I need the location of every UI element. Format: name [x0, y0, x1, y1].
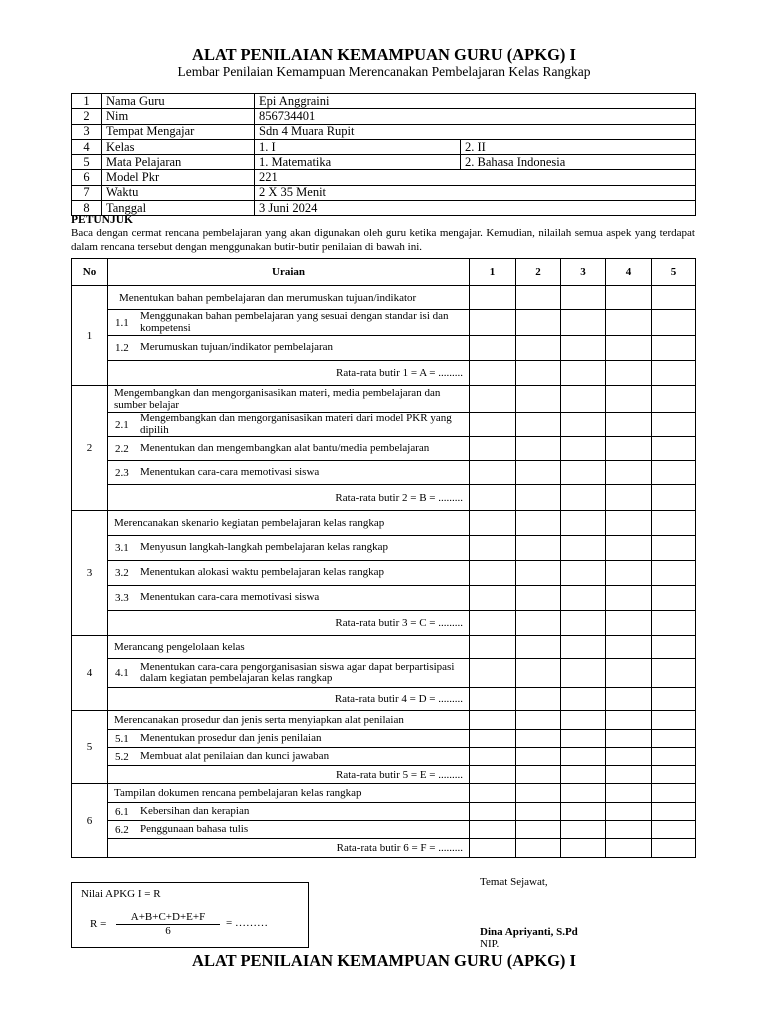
score-cell[interactable]: [516, 485, 561, 511]
info-no: 4: [72, 139, 102, 154]
formula-denominator: 6: [165, 925, 171, 937]
score-cell[interactable]: [470, 730, 516, 748]
score-cell[interactable]: [606, 561, 652, 586]
info-row: [72, 185, 696, 200]
score-cell[interactable]: [561, 730, 606, 748]
petunjuk-heading: PETUNJUK: [71, 214, 133, 226]
score-cell[interactable]: [652, 688, 696, 711]
item: [108, 443, 469, 455]
score-cell[interactable]: [561, 711, 606, 730]
item-row: [72, 561, 696, 586]
rata-row: [72, 485, 696, 511]
item-cell: [108, 461, 470, 485]
score-cell[interactable]: [652, 413, 696, 437]
item-row: [72, 336, 696, 361]
info-value: Sdn 4 Muara Rupit: [255, 124, 696, 139]
score-cell[interactable]: [652, 636, 696, 659]
score-cell[interactable]: [606, 461, 652, 485]
score-cell[interactable]: [606, 485, 652, 511]
score-cell[interactable]: [652, 386, 696, 413]
score-cell[interactable]: [470, 659, 516, 688]
info-value: 856734401: [255, 109, 696, 124]
item: [108, 311, 469, 334]
group-number: 4: [72, 636, 108, 711]
score-cell[interactable]: [561, 766, 606, 784]
item: [108, 662, 469, 685]
score-cell[interactable]: [516, 711, 561, 730]
score-cell[interactable]: [516, 784, 561, 803]
info-label: Waktu: [102, 185, 255, 200]
group-heading: Merancang pengelolaan kelas: [108, 636, 470, 659]
item-row: [72, 748, 696, 766]
score-cell[interactable]: [516, 286, 561, 310]
item-row: [72, 437, 696, 461]
item-cell: [108, 730, 470, 748]
item-cell: [108, 561, 470, 586]
score-cell[interactable]: [561, 561, 606, 586]
rata-row: [72, 839, 696, 858]
info-value-2: 2. Bahasa Indonesia: [461, 155, 696, 170]
item-number: 3.3: [115, 592, 129, 604]
group-header-row: [72, 386, 696, 413]
score-cell[interactable]: [470, 485, 516, 511]
score-cell[interactable]: [561, 611, 606, 636]
score-cell[interactable]: [606, 611, 652, 636]
item-text: Mengembangkan dan mengorganisasikan materi dari model PKR yang dipilih: [140, 412, 452, 436]
header-score-2: 2: [516, 259, 561, 286]
signature-name: Dina Apriyanti, S.Pd: [480, 926, 578, 938]
info-row: [72, 109, 696, 124]
score-cell[interactable]: [561, 286, 606, 310]
info-no: 1: [72, 94, 102, 109]
info-value: 2 X 35 Menit: [255, 185, 696, 200]
score-cell[interactable]: [470, 711, 516, 730]
score-cell[interactable]: [470, 361, 516, 386]
score-cell[interactable]: [606, 586, 652, 611]
score-cell[interactable]: [652, 803, 696, 821]
item-number: 5.2: [115, 750, 129, 763]
score-cell[interactable]: [561, 536, 606, 561]
score-cell[interactable]: [470, 536, 516, 561]
score-cell[interactable]: [606, 803, 652, 821]
item-number: 2.1: [115, 418, 129, 431]
score-cell[interactable]: [652, 611, 696, 636]
item-cell: [108, 310, 470, 336]
score-cell[interactable]: [470, 310, 516, 336]
item-text: Menentukan alokasi waktu pembelajaran kelas rangkap: [140, 566, 385, 579]
group-header-row: [72, 636, 696, 659]
item: [108, 751, 469, 763]
group-heading: Tampilan dokumen rencana pembelajaran kelas rangkap: [108, 784, 470, 803]
item-text: Menentukan dan mengembangkan alat bantu/media pembelajaran: [140, 441, 430, 454]
info-label: Kelas: [102, 139, 255, 154]
group-header-row: [72, 784, 696, 803]
score-cell[interactable]: [470, 748, 516, 766]
group-number: 3: [72, 511, 108, 636]
item-number: 2.2: [115, 442, 129, 455]
item-row: [72, 659, 696, 688]
table-header-row: [72, 259, 696, 286]
score-cell[interactable]: [606, 711, 652, 730]
item-cell: [108, 821, 470, 839]
signature-greeting: Temat Sejawat,: [480, 876, 548, 888]
identity-table: [71, 93, 696, 216]
group-heading: Merencanakan skenario kegiatan pembelajaran kelas rangkap: [108, 511, 470, 536]
score-cell[interactable]: [470, 286, 516, 310]
header-score-1: 1: [470, 259, 516, 286]
score-cell[interactable]: [606, 748, 652, 766]
item-row: [72, 310, 696, 336]
score-cell[interactable]: [516, 659, 561, 688]
info-label: Nama Guru: [102, 94, 255, 109]
score-cell[interactable]: [516, 748, 561, 766]
rata-row: [72, 611, 696, 636]
group-heading: Menentukan bahan pembelajaran dan merumuskan tujuan/indikator: [108, 286, 470, 310]
score-cell[interactable]: [470, 511, 516, 536]
item-row: [72, 413, 696, 437]
score-cell[interactable]: [652, 839, 696, 858]
item-row: [72, 730, 696, 748]
score-cell[interactable]: [516, 361, 561, 386]
score-cell[interactable]: [470, 586, 516, 611]
score-cell[interactable]: [516, 730, 561, 748]
score-cell[interactable]: [561, 688, 606, 711]
item: [108, 592, 469, 604]
score-cell[interactable]: [652, 511, 696, 536]
group-header-row: [72, 711, 696, 730]
group-heading: Mengembangkan dan mengorganisasikan materi, media pembelajaran dan sumber belajar: [108, 386, 470, 413]
score-cell[interactable]: [652, 536, 696, 561]
score-cell[interactable]: [516, 536, 561, 561]
rata-rata-label: Rata-rata butir 4 = D = .........: [108, 688, 470, 711]
score-cell[interactable]: [606, 730, 652, 748]
group-heading: Merencanakan prosedur dan jenis serta menyiapkan alat penilaian: [108, 711, 470, 730]
rata-row: [72, 361, 696, 386]
score-cell[interactable]: [606, 386, 652, 413]
score-cell[interactable]: [470, 821, 516, 839]
item-number: 2.3: [115, 466, 129, 479]
score-cell[interactable]: [516, 386, 561, 413]
item-text: Menggunakan bahan pembelajaran yang sesuai dengan standar isi dan kompetensi: [140, 310, 449, 334]
score-cell[interactable]: [470, 784, 516, 803]
score-cell[interactable]: [606, 286, 652, 310]
assessment-table: [71, 258, 696, 858]
item: [108, 413, 469, 436]
petunjuk-text: Baca dengan cermat rencana pembelajaran yang akan digunakan oleh guru ketika mengajar. Kemudian, nilailah semua aspek yang terdapat dalam rencana tersebut dengan menggunakan butir-butir penilaian di bawah ini.: [71, 227, 695, 253]
info-label: Mata Pelajaran: [102, 155, 255, 170]
info-no: 5: [72, 155, 102, 170]
item: [108, 733, 469, 745]
item-text: Menentukan cara-cara pengorganisasian siswa agar dapat berpartisipasi dalam kegiatan pembelajaran kelas rangkap: [140, 660, 455, 684]
score-cell[interactable]: [516, 336, 561, 361]
item-row: [72, 536, 696, 561]
score-cell[interactable]: [606, 437, 652, 461]
score-cell[interactable]: [516, 766, 561, 784]
score-cell[interactable]: [606, 784, 652, 803]
item-number: 1.1: [115, 316, 129, 329]
score-cell[interactable]: [652, 784, 696, 803]
score-cell[interactable]: [561, 586, 606, 611]
score-cell[interactable]: [470, 803, 516, 821]
rata-row: [72, 688, 696, 711]
info-no: 3: [72, 124, 102, 139]
item-cell: [108, 748, 470, 766]
score-cell[interactable]: [470, 688, 516, 711]
score-cell[interactable]: [470, 561, 516, 586]
score-cell[interactable]: [606, 636, 652, 659]
item-number: 1.2: [115, 342, 129, 354]
score-cell[interactable]: [516, 561, 561, 586]
score-cell[interactable]: [516, 636, 561, 659]
item-number: 6.2: [115, 823, 129, 836]
score-cell[interactable]: [561, 310, 606, 336]
score-cell[interactable]: [652, 711, 696, 730]
score-cell[interactable]: [561, 803, 606, 821]
page-subtitle: Lembar Penilaian Kemampuan Merencanakan Pembelajaran Kelas Rangkap: [177, 64, 591, 79]
score-cell[interactable]: [516, 413, 561, 437]
score-cell[interactable]: [652, 730, 696, 748]
rata-rata-label: Rata-rata butir 3 = C = .........: [108, 611, 470, 636]
score-cell[interactable]: [606, 688, 652, 711]
score-cell[interactable]: [561, 511, 606, 536]
nilai-label: Nilai APKG I = R: [81, 888, 161, 900]
score-cell[interactable]: [652, 310, 696, 336]
item-cell: [108, 413, 470, 437]
item-cell: [108, 536, 470, 561]
rata-rata-label: Rata-rata butir 1 = A = .........: [108, 361, 470, 386]
score-cell[interactable]: [561, 659, 606, 688]
item-text: Menentukan cara-cara memotivasi siswa: [140, 465, 320, 478]
info-row: [72, 201, 696, 216]
rata-row: [72, 766, 696, 784]
score-cell[interactable]: [606, 413, 652, 437]
info-row: [72, 94, 696, 109]
score-cell[interactable]: [516, 461, 561, 485]
score-cell[interactable]: [606, 310, 652, 336]
info-no: 2: [72, 109, 102, 124]
score-cell[interactable]: [470, 766, 516, 784]
score-cell[interactable]: [516, 821, 561, 839]
score-cell[interactable]: [652, 336, 696, 361]
info-no: 7: [72, 185, 102, 200]
score-cell[interactable]: [652, 286, 696, 310]
info-label: Nim: [102, 109, 255, 124]
item: [108, 542, 469, 554]
info-value-2: 2. II: [461, 139, 696, 154]
score-cell[interactable]: [606, 336, 652, 361]
info-no: 6: [72, 170, 102, 185]
item-cell: [108, 437, 470, 461]
score-cell[interactable]: [470, 336, 516, 361]
score-cell[interactable]: [470, 611, 516, 636]
rata-rata-label: Rata-rata butir 5 = E = .........: [108, 766, 470, 784]
group-number: 6: [72, 784, 108, 858]
info-row: [72, 155, 696, 170]
item: [108, 824, 469, 836]
score-cell[interactable]: [470, 839, 516, 858]
group-header-row: [72, 511, 696, 536]
score-cell[interactable]: [606, 839, 652, 858]
score-cell[interactable]: [516, 310, 561, 336]
score-cell[interactable]: [516, 437, 561, 461]
item-cell: [108, 659, 470, 688]
item-text: Menentukan cara-cara memotivasi siswa: [140, 591, 320, 604]
signature-nip: NIP.: [480, 938, 500, 950]
group-number: 2: [72, 386, 108, 511]
score-cell[interactable]: [470, 636, 516, 659]
info-row: [72, 170, 696, 185]
info-value: Epi Anggraini: [255, 94, 696, 109]
score-cell[interactable]: [606, 766, 652, 784]
item-number: 5.1: [115, 732, 129, 745]
score-cell[interactable]: [652, 437, 696, 461]
info-value: 3 Juni 2024: [255, 201, 696, 216]
item: [108, 342, 469, 354]
score-cell[interactable]: [516, 611, 561, 636]
score-cell[interactable]: [561, 784, 606, 803]
item-text: Membuat alat penilaian dan kunci jawaban: [140, 749, 330, 762]
score-cell[interactable]: [652, 821, 696, 839]
header-score-3: 3: [561, 259, 606, 286]
group-number: 5: [72, 711, 108, 784]
item-number: 3.1: [115, 542, 129, 554]
item-row: [72, 821, 696, 839]
score-cell[interactable]: [561, 485, 606, 511]
item-row: [72, 803, 696, 821]
item-text: Kebersihan dan kerapian: [140, 804, 250, 817]
score-cell[interactable]: [516, 839, 561, 858]
score-cell[interactable]: [652, 461, 696, 485]
score-cell[interactable]: [470, 437, 516, 461]
score-cell[interactable]: [561, 636, 606, 659]
item-cell: [108, 336, 470, 361]
score-cell[interactable]: [516, 688, 561, 711]
score-cell[interactable]: [561, 748, 606, 766]
header-score-4: 4: [606, 259, 652, 286]
score-cell[interactable]: [561, 821, 606, 839]
score-cell[interactable]: [561, 437, 606, 461]
score-cell[interactable]: [606, 536, 652, 561]
r-equals: R =: [90, 918, 107, 930]
item-number: 3.2: [115, 567, 129, 579]
score-cell[interactable]: [652, 659, 696, 688]
item: [108, 567, 469, 579]
item-number: 6.1: [115, 805, 129, 818]
score-cell[interactable]: [652, 485, 696, 511]
score-cell[interactable]: [561, 386, 606, 413]
info-no: 8: [72, 201, 102, 216]
score-cell[interactable]: [516, 511, 561, 536]
item-row: [72, 461, 696, 485]
score-cell[interactable]: [561, 413, 606, 437]
score-cell[interactable]: [606, 659, 652, 688]
item-text: Menyusun langkah-langkah pembelajaran kelas rangkap: [140, 541, 389, 554]
score-cell[interactable]: [561, 336, 606, 361]
info-row: [72, 139, 696, 154]
score-cell[interactable]: [652, 561, 696, 586]
score-cell[interactable]: [606, 361, 652, 386]
item-cell: [108, 586, 470, 611]
item-row: [72, 586, 696, 611]
score-cell[interactable]: [606, 511, 652, 536]
score-cell[interactable]: [561, 361, 606, 386]
score-cell[interactable]: [470, 413, 516, 437]
item-number: 4.1: [115, 667, 129, 679]
item: [108, 467, 469, 479]
score-cell[interactable]: [561, 839, 606, 858]
info-label: Tanggal: [102, 201, 255, 216]
info-label: Model Pkr: [102, 170, 255, 185]
info-value: 221: [255, 170, 696, 185]
rata-rata-label: Rata-rata butir 2 = B = .........: [108, 485, 470, 511]
info-value: 1. I: [255, 139, 461, 154]
item-text: Merumuskan tujuan/indikator pembelajaran: [140, 341, 334, 354]
score-cell[interactable]: [652, 586, 696, 611]
info-label: Tempat Mengajar: [102, 124, 255, 139]
score-cell[interactable]: [652, 361, 696, 386]
item-text: Penggunaan bahasa tulis: [140, 822, 249, 835]
group-header-row: [72, 286, 696, 310]
item-cell: [108, 803, 470, 821]
header-uraian: Uraian: [108, 259, 470, 286]
formula-result: = ………: [226, 917, 268, 929]
footer-title: ALAT PENILAIAN KEMAMPUAN GURU (APKG) I: [192, 951, 576, 970]
rata-rata-label: Rata-rata butir 6 = F = .........: [108, 839, 470, 858]
info-value: 1. Matematika: [255, 155, 461, 170]
page-title: ALAT PENILAIAN KEMAMPUAN GURU (APKG) I: [192, 45, 576, 64]
score-cell[interactable]: [516, 586, 561, 611]
header-no: No: [72, 259, 108, 286]
info-row: [72, 124, 696, 139]
score-cell[interactable]: [470, 386, 516, 413]
score-cell[interactable]: [652, 748, 696, 766]
nilai-box: [71, 882, 309, 948]
formula-numerator: A+B+C+D+E+F: [130, 911, 206, 923]
score-cell[interactable]: [652, 766, 696, 784]
score-cell[interactable]: [561, 461, 606, 485]
score-cell[interactable]: [606, 821, 652, 839]
header-score-5: 5: [652, 259, 696, 286]
score-cell[interactable]: [470, 461, 516, 485]
item: [108, 806, 469, 818]
score-cell[interactable]: [516, 803, 561, 821]
item-text: Menentukan prosedur dan jenis penilaian: [140, 731, 322, 744]
group-number: 1: [72, 286, 108, 386]
